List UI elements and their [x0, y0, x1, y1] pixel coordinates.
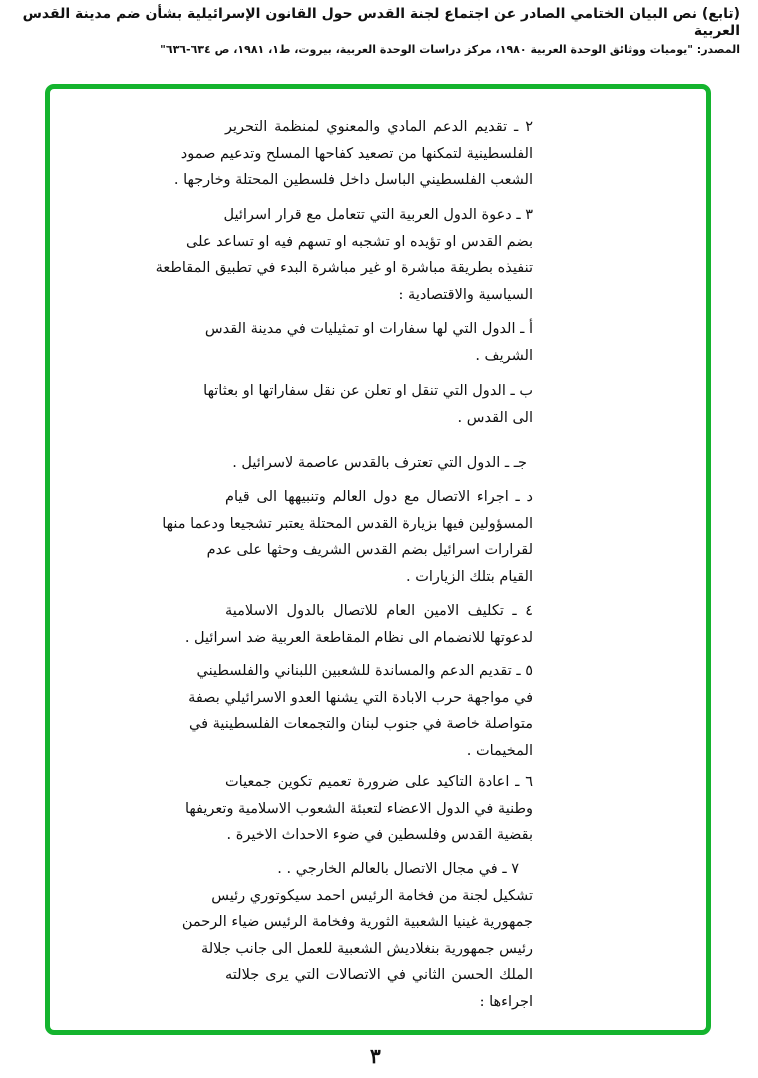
text-line: أ ـ الدول التي لها سفارات او تمثيليات في مدينة القدس [204, 321, 533, 337]
text-line: ٦ ـ اعادة التاكيد على ضرورة تعميم تكوين جمعيات [225, 774, 533, 790]
text-line: المسؤولين فيها بزيارة القدس المحتلة يعتبر تشجيعا ودعما منها [162, 515, 533, 532]
text-line: بضم القدس او تؤيده او تشجبه او تسهم فيه او تساعد على [185, 233, 533, 250]
text-line: ٥ ـ تقديم الدعم والمساندة للشعبين اللبناني والفلسطيني [196, 663, 533, 679]
text-line: جمهورية غينيا الشعبية الثورية وفخامة الرئيس ضياء الرحمن [181, 914, 533, 930]
text-line: تنفيذه بطريقة مباشرة او غير مباشرة البدء في تطبيق المقاطعة [155, 260, 533, 276]
paragraph [181, 856, 533, 1015]
text-line: القيام بتلك الزيارات . [405, 568, 533, 585]
text-line: ٢ ـ تقديم الدعم المادي والمعنوي لمنظمة التحرير [225, 119, 533, 135]
text-line: الفلسطينية لتمكنها من تصعيد كفاحها المسلح وتدعيم صمود [180, 145, 533, 162]
text-line: لقرارات اسرائيل بضم القدس الشريف وحثها على عدم [206, 542, 533, 558]
text-line: وطنية في الدول الاعضاء لتعبئة الشعوب الاسلامية وتعريفها [184, 800, 533, 817]
text-line: د ـ اجراء الاتصال مع دول العالم وتنبيهها الى قيام [225, 489, 533, 505]
paragraph [225, 450, 533, 477]
paragraph [155, 202, 533, 308]
paragraph [188, 658, 533, 764]
source-citation: المصدر: "يوميات ووثائق الوحدة العربية ١٩٨٠، مركز دراسات الوحدة العربية، بيروت، ط١، ١٩٨١، ص ٦٣٤-٦٣٦" [160, 43, 740, 56]
text-line: ٧ ـ في مجال الاتصال بالعالم الخارجي . . [277, 861, 519, 877]
text-line: الشعب الفلسطيني الباسل داخل فلسطين المحتلة وخارجها . [173, 172, 533, 188]
text-line: جـ ـ الدول التي تعترف بالقدس عاصمة لاسرائيل . [232, 455, 527, 471]
text-line: لدعوتها للانضمام الى نظام المقاطعة العربية ضد اسرائيل . [184, 629, 533, 646]
text-line: ٣ ـ دعوة الدول العربية التي تتعامل مع قرار اسرائيل [223, 207, 533, 223]
text-line: متواصلة خاصة في جنوب لبنان والتجمعات الفلسطينية في [189, 716, 533, 732]
document-title: (تابع) نص البيان الختامي الصادر عن اجتماع لجنة القدس حول القانون الإسرائيلية بشأن ضم مدينة القدس العربية [22, 6, 740, 39]
text-line: المخيمات . [466, 742, 533, 759]
paragraph [173, 114, 533, 194]
text-line: الشريف . [475, 347, 533, 364]
text-line: بقضية القدس وفلسطين في ضوء الاحداث الاخيرة . [226, 827, 533, 843]
text-line: ٤ ـ تكليف الامين العام للاتصال بالدول الاسلامية [225, 603, 533, 619]
text-line: ب ـ الدول التي تنقل او تعلن عن نقل سفاراتها او بعثاتها [203, 383, 533, 399]
paragraph [162, 484, 533, 590]
paragraph [184, 598, 533, 651]
document-header [10, 6, 740, 57]
page-number: ٣ [370, 1044, 381, 1068]
text-line: السياسية والاقتصادية : [398, 286, 533, 303]
text-line: الملك الحسن الثاني في الاتصالات التي يرى جلالته [225, 967, 533, 983]
text-line: اجراءها : [479, 993, 533, 1010]
text-line: الى القدس . [457, 409, 533, 426]
paragraph [204, 316, 533, 369]
paragraph [184, 769, 533, 849]
paragraph [203, 378, 533, 431]
text-line: تشكيل لجنة من فخامة الرئيس احمد سيكوتوري رئيس [211, 887, 533, 904]
text-line: رئيس جمهورية بنغلاديش الشعبية للعمل الى جانب جلالة [200, 940, 533, 957]
text-line: في مواجهة حرب الابادة التي يشنها العدو الاسرائيلي بصفة [188, 689, 533, 706]
